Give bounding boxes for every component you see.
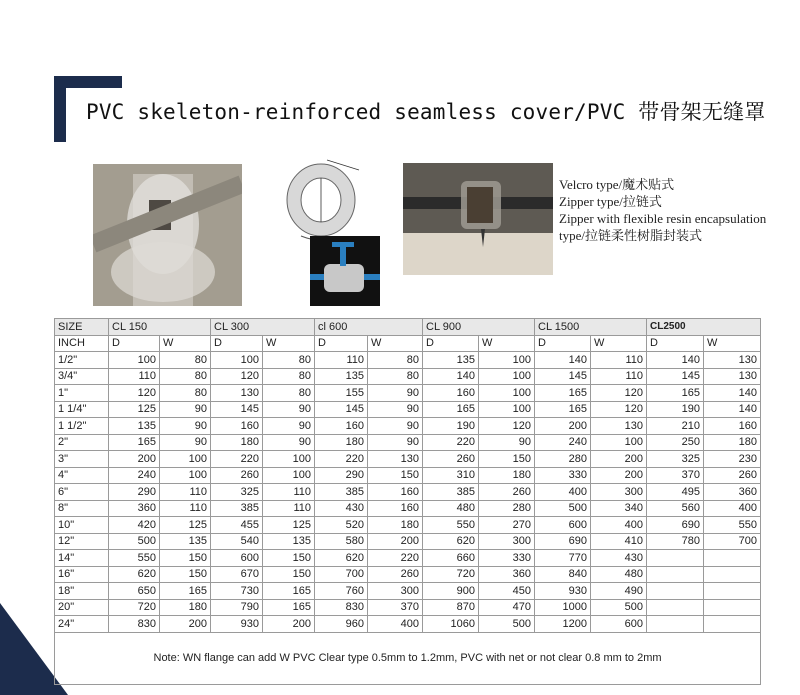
type-zipper-resin-cn: type/拉链柔性树脂封装式	[559, 228, 702, 243]
header-w: W	[160, 335, 211, 352]
table-row	[55, 599, 761, 616]
value-cell: 80	[368, 368, 423, 385]
table-row	[55, 500, 761, 517]
size-cell: 4"	[55, 467, 109, 484]
value-cell: 700	[315, 566, 368, 583]
table-row	[55, 484, 761, 501]
value-cell: 120	[211, 368, 263, 385]
value-cell: 140	[704, 401, 761, 418]
header-d: D	[423, 335, 479, 352]
value-cell: 160	[211, 418, 263, 435]
value-cell: 80	[263, 385, 315, 402]
type-zipper-resin: Zipper with flexible resin encapsulation	[559, 211, 767, 226]
table-row	[55, 517, 761, 534]
value-cell: 500	[591, 599, 647, 616]
value-cell: 160	[423, 385, 479, 402]
value-cell: 200	[591, 451, 647, 468]
value-cell: 100	[479, 368, 535, 385]
value-cell: 150	[160, 550, 211, 567]
value-cell: 150	[479, 451, 535, 468]
value-cell: 200	[160, 616, 211, 633]
header-w: W	[479, 335, 535, 352]
value-cell: 135	[109, 418, 160, 435]
type-velcro: Velcro type/魔术贴式	[559, 177, 675, 192]
value-cell: 80	[368, 352, 423, 369]
value-cell: 360	[704, 484, 761, 501]
value-cell: 160	[368, 484, 423, 501]
value-cell: 125	[109, 401, 160, 418]
size-cell: 24"	[55, 616, 109, 633]
value-cell: 155	[315, 385, 368, 402]
value-cell: 650	[109, 583, 160, 600]
value-cell: 90	[160, 418, 211, 435]
value-cell: 145	[211, 401, 263, 418]
value-cell: 770	[535, 550, 591, 567]
value-cell: 145	[647, 368, 704, 385]
value-cell: 120	[109, 385, 160, 402]
value-cell: 480	[423, 500, 479, 517]
table-note-row	[55, 632, 761, 684]
value-cell: 550	[704, 517, 761, 534]
value-cell: 1200	[535, 616, 591, 633]
cover-types-list	[559, 176, 766, 244]
value-cell: 160	[368, 500, 423, 517]
value-cell: 120	[591, 401, 647, 418]
size-cell: 2"	[55, 434, 109, 451]
value-cell: 500	[109, 533, 160, 550]
header-d: D	[315, 335, 368, 352]
value-cell: 600	[535, 517, 591, 534]
value-cell: 90	[479, 434, 535, 451]
value-cell: 280	[535, 451, 591, 468]
value-cell: 840	[535, 566, 591, 583]
value-cell: 180	[315, 434, 368, 451]
value-cell: 110	[315, 352, 368, 369]
value-cell: 180	[211, 434, 263, 451]
value-cell: 200	[591, 467, 647, 484]
header-w: W	[704, 335, 761, 352]
value-cell: 80	[160, 368, 211, 385]
value-cell: 160	[704, 418, 761, 435]
header-w: W	[591, 335, 647, 352]
size-cell: 16"	[55, 566, 109, 583]
value-cell: 100	[109, 352, 160, 369]
value-cell	[704, 566, 761, 583]
value-cell: 760	[315, 583, 368, 600]
value-cell: 520	[315, 517, 368, 534]
table-row	[55, 533, 761, 550]
value-cell: 220	[211, 451, 263, 468]
value-cell: 260	[423, 451, 479, 468]
value-cell: 90	[263, 401, 315, 418]
value-cell: 620	[423, 533, 479, 550]
value-cell: 360	[479, 566, 535, 583]
value-cell: 135	[160, 533, 211, 550]
size-cell: 3"	[55, 451, 109, 468]
table-row	[55, 385, 761, 402]
value-cell: 220	[315, 451, 368, 468]
value-cell: 300	[368, 583, 423, 600]
value-cell: 385	[211, 500, 263, 517]
value-cell: 80	[160, 352, 211, 369]
value-cell: 100	[211, 352, 263, 369]
table-row	[55, 550, 761, 567]
value-cell: 325	[647, 451, 704, 468]
value-cell: 550	[109, 550, 160, 567]
header-w: W	[263, 335, 315, 352]
value-cell	[647, 550, 704, 567]
table-header-class	[55, 319, 761, 336]
value-cell: 140	[423, 368, 479, 385]
product-photo-clear-cover	[93, 164, 242, 306]
value-cell: 690	[647, 517, 704, 534]
value-cell: 720	[109, 599, 160, 616]
value-cell: 455	[211, 517, 263, 534]
value-cell: 100	[160, 467, 211, 484]
value-cell: 410	[591, 533, 647, 550]
table-row	[55, 616, 761, 633]
value-cell: 90	[368, 434, 423, 451]
value-cell: 160	[315, 418, 368, 435]
value-cell: 200	[368, 533, 423, 550]
value-cell: 250	[647, 434, 704, 451]
value-cell: 290	[315, 467, 368, 484]
value-cell: 370	[368, 599, 423, 616]
value-cell: 670	[211, 566, 263, 583]
page-title: PVC skeleton-reinforced seamless cover/PVC 带骨架无缝罩	[86, 100, 766, 124]
value-cell: 200	[109, 451, 160, 468]
size-cell: 8"	[55, 500, 109, 517]
size-cell: 10"	[55, 517, 109, 534]
product-photo-installed-small	[310, 236, 380, 306]
value-cell: 420	[109, 517, 160, 534]
value-cell: 260	[211, 467, 263, 484]
value-cell: 130	[591, 418, 647, 435]
size-cell: 20"	[55, 599, 109, 616]
value-cell: 110	[160, 484, 211, 501]
value-cell: 90	[368, 418, 423, 435]
value-cell: 140	[704, 385, 761, 402]
value-cell: 325	[211, 484, 263, 501]
value-cell: 150	[160, 566, 211, 583]
value-cell: 385	[423, 484, 479, 501]
value-cell: 90	[263, 434, 315, 451]
value-cell: 90	[263, 418, 315, 435]
table-row	[55, 467, 761, 484]
size-cell: 6"	[55, 484, 109, 501]
table-row	[55, 418, 761, 435]
value-cell: 80	[263, 368, 315, 385]
value-cell: 130	[211, 385, 263, 402]
value-cell: 260	[368, 566, 423, 583]
table-row	[55, 566, 761, 583]
value-cell: 90	[160, 401, 211, 418]
value-cell: 300	[479, 533, 535, 550]
value-cell: 145	[315, 401, 368, 418]
header-w: W	[368, 335, 423, 352]
value-cell	[704, 616, 761, 633]
value-cell: 135	[263, 533, 315, 550]
value-cell: 700	[704, 533, 761, 550]
value-cell: 310	[423, 467, 479, 484]
value-cell: 90	[368, 401, 423, 418]
value-cell: 150	[263, 550, 315, 567]
value-cell: 140	[535, 352, 591, 369]
value-cell: 180	[479, 467, 535, 484]
size-cell: 1"	[55, 385, 109, 402]
header-cl2500: CL2500	[647, 319, 761, 336]
value-cell: 125	[263, 517, 315, 534]
value-cell: 120	[479, 418, 535, 435]
value-cell: 135	[423, 352, 479, 369]
value-cell: 100	[263, 467, 315, 484]
value-cell: 930	[211, 616, 263, 633]
value-cell: 220	[368, 550, 423, 567]
header-d: D	[535, 335, 591, 352]
size-cell: 12"	[55, 533, 109, 550]
value-cell: 100	[160, 451, 211, 468]
value-cell: 720	[423, 566, 479, 583]
value-cell: 150	[368, 467, 423, 484]
header-size: SIZE	[55, 319, 109, 336]
header-cl1500: CL 1500	[535, 319, 647, 336]
value-cell: 620	[315, 550, 368, 567]
value-cell: 100	[263, 451, 315, 468]
value-cell: 430	[591, 550, 647, 567]
value-cell: 180	[704, 434, 761, 451]
value-cell: 480	[591, 566, 647, 583]
value-cell: 690	[535, 533, 591, 550]
value-cell	[704, 599, 761, 616]
value-cell: 400	[704, 500, 761, 517]
value-cell: 230	[704, 451, 761, 468]
value-cell: 580	[315, 533, 368, 550]
table-row	[55, 401, 761, 418]
value-cell: 165	[263, 599, 315, 616]
value-cell: 190	[647, 401, 704, 418]
value-cell: 330	[479, 550, 535, 567]
value-cell: 140	[647, 352, 704, 369]
value-cell: 200	[535, 418, 591, 435]
value-cell: 550	[423, 517, 479, 534]
value-cell: 110	[263, 500, 315, 517]
value-cell: 600	[591, 616, 647, 633]
cover-dimension-diagram	[281, 154, 367, 244]
value-cell: 400	[368, 616, 423, 633]
value-cell: 220	[423, 434, 479, 451]
header-d: D	[211, 335, 263, 352]
header-cl600: cl 600	[315, 319, 423, 336]
value-cell: 165	[647, 385, 704, 402]
value-cell: 500	[479, 616, 535, 633]
value-cell: 80	[160, 385, 211, 402]
value-cell: 125	[160, 517, 211, 534]
value-cell: 560	[647, 500, 704, 517]
value-cell: 780	[647, 533, 704, 550]
value-cell: 180	[368, 517, 423, 534]
value-cell: 165	[263, 583, 315, 600]
value-cell: 430	[315, 500, 368, 517]
value-cell: 490	[591, 583, 647, 600]
value-cell	[704, 550, 761, 567]
value-cell: 240	[109, 467, 160, 484]
value-cell: 165	[109, 434, 160, 451]
value-cell: 270	[479, 517, 535, 534]
value-cell: 200	[263, 616, 315, 633]
value-cell: 280	[479, 500, 535, 517]
header-d: D	[647, 335, 704, 352]
value-cell: 620	[109, 566, 160, 583]
value-cell: 130	[704, 368, 761, 385]
value-cell: 110	[160, 500, 211, 517]
value-cell: 240	[535, 434, 591, 451]
value-cell: 110	[591, 352, 647, 369]
header-inch: INCH	[55, 335, 109, 352]
value-cell: 165	[423, 401, 479, 418]
value-cell: 930	[535, 583, 591, 600]
value-cell: 300	[591, 484, 647, 501]
size-cell: 1 1/4"	[55, 401, 109, 418]
value-cell: 500	[535, 500, 591, 517]
table-row	[55, 583, 761, 600]
value-cell: 80	[263, 352, 315, 369]
value-cell	[647, 566, 704, 583]
value-cell: 145	[535, 368, 591, 385]
header-cl900: CL 900	[423, 319, 535, 336]
value-cell: 330	[535, 467, 591, 484]
value-cell: 165	[535, 401, 591, 418]
title-bracket-decoration-vertical	[54, 76, 66, 142]
table-note: Note: WN flange can add W PVC Clear type 0.5mm to 1.2mm, PVC with net or not clear 0.8 mm to 2mm	[55, 632, 761, 684]
value-cell: 100	[591, 434, 647, 451]
size-cell: 3/4"	[55, 368, 109, 385]
size-spec-table	[54, 318, 761, 685]
value-cell: 1000	[535, 599, 591, 616]
value-cell: 190	[423, 418, 479, 435]
value-cell: 870	[423, 599, 479, 616]
header-d: D	[109, 335, 160, 352]
type-zipper: Zipper type/拉链式	[559, 194, 662, 209]
value-cell: 110	[263, 484, 315, 501]
table-row	[55, 434, 761, 451]
value-cell: 370	[647, 467, 704, 484]
value-cell: 960	[315, 616, 368, 633]
value-cell	[647, 583, 704, 600]
value-cell: 385	[315, 484, 368, 501]
value-cell: 210	[647, 418, 704, 435]
value-cell: 600	[211, 550, 263, 567]
value-cell: 470	[479, 599, 535, 616]
table-row	[55, 451, 761, 468]
value-cell: 100	[479, 401, 535, 418]
value-cell: 790	[211, 599, 263, 616]
value-cell: 150	[263, 566, 315, 583]
value-cell: 135	[315, 368, 368, 385]
value-cell: 100	[479, 352, 535, 369]
value-cell: 660	[423, 550, 479, 567]
value-cell: 130	[704, 352, 761, 369]
value-cell: 360	[109, 500, 160, 517]
value-cell: 120	[591, 385, 647, 402]
value-cell: 165	[535, 385, 591, 402]
value-cell: 730	[211, 583, 263, 600]
size-cell: 18"	[55, 583, 109, 600]
value-cell: 90	[368, 385, 423, 402]
value-cell: 495	[647, 484, 704, 501]
value-cell: 290	[109, 484, 160, 501]
value-cell	[704, 583, 761, 600]
table-header-dw	[55, 335, 761, 352]
value-cell: 260	[704, 467, 761, 484]
size-cell: 1 1/2"	[55, 418, 109, 435]
size-cell: 14"	[55, 550, 109, 567]
value-cell: 340	[591, 500, 647, 517]
value-cell: 110	[109, 368, 160, 385]
value-cell: 165	[160, 583, 211, 600]
value-cell: 450	[479, 583, 535, 600]
table-row	[55, 352, 761, 369]
value-cell: 830	[109, 616, 160, 633]
product-photo-installed-large	[403, 163, 553, 275]
value-cell	[647, 599, 704, 616]
value-cell: 400	[535, 484, 591, 501]
value-cell: 90	[160, 434, 211, 451]
value-cell: 130	[368, 451, 423, 468]
value-cell: 110	[591, 368, 647, 385]
value-cell: 100	[479, 385, 535, 402]
value-cell: 830	[315, 599, 368, 616]
value-cell	[647, 616, 704, 633]
header-cl150: CL 150	[109, 319, 211, 336]
header-cl300: CL 300	[211, 319, 315, 336]
value-cell: 400	[591, 517, 647, 534]
table-row	[55, 368, 761, 385]
value-cell: 1060	[423, 616, 479, 633]
value-cell: 900	[423, 583, 479, 600]
value-cell: 540	[211, 533, 263, 550]
value-cell: 180	[160, 599, 211, 616]
size-cell: 1/2"	[55, 352, 109, 369]
value-cell: 260	[479, 484, 535, 501]
